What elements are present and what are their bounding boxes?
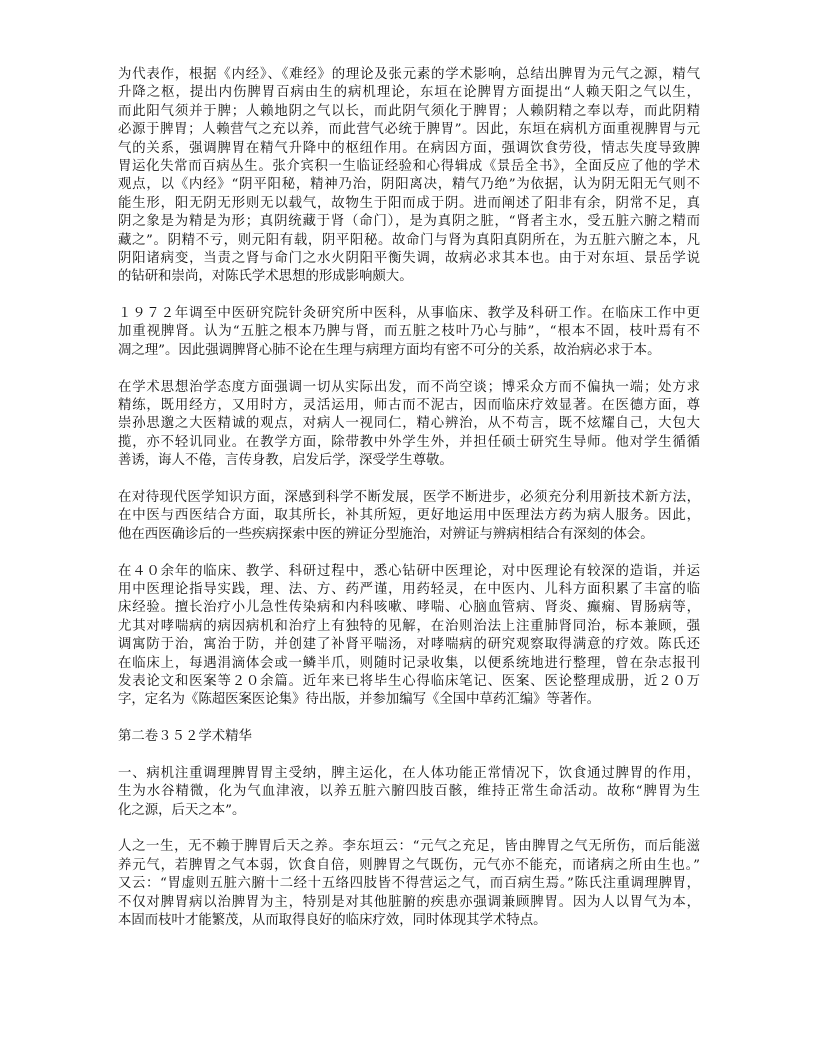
text-line: 阴之象是为精是为形；真阴统藏于肾（命门），是为真阴之脏，“肾者主水，受五脏六腑之精而 xyxy=(118,214,700,230)
text-line: 用中医理论指导实践，理、法、方、药严谨，用药轻灵，在中医内、儿科方面积累了丰富的临 xyxy=(118,581,700,597)
text-line: 在４０余年的临床、教学、科研过程中，悉心钻研中医理论，对中医理论有较深的造诣，并运 xyxy=(118,563,700,579)
section-heading xyxy=(118,728,700,746)
text-line: 第二卷３５２学术精华 xyxy=(118,729,252,745)
text-line: 调寓防于治，寓治于防，并创建了补肾平喘汤，对哮喘病的研究观察取得满意的疗效。陈氏还 xyxy=(118,637,700,653)
paragraph-modern-medicine xyxy=(118,489,700,544)
text-line: 凋之理”。因此强调脾肾心肺不论在生理与病理方面均有密不可分的关系，故治病必求于本。 xyxy=(118,342,661,358)
paragraph-academic-attitude xyxy=(118,379,700,471)
text-line: 加重视脾肾。认为“五脏之根本乃脾与肾，而五脏之枝叶乃心与肺”，“根本不固，枝叶焉有不 xyxy=(118,324,700,340)
text-line: 的钻研和崇尚，对陈氏学术思想的形成影响颇大。 xyxy=(118,269,413,285)
text-line: 床经验。擅长治疗小儿急性传染病和内科咳嗽、哮喘、心脑血管病、肾炎、癫痫、胃肠病等， xyxy=(118,600,700,616)
text-line: 在临床上，每遇涓滴体会或一鳞半爪，则随时记录收集，以便系统地进行整理，曾在杂志报刊 xyxy=(118,655,700,671)
text-line: 藏之”。阴精不亏，则元阳有载，阴平阳秘。故命门与肾为真阳真阴所在，为五脏六腑之本，凡 xyxy=(118,232,700,248)
paragraph-1972-career xyxy=(118,305,700,360)
paragraph-40-years-practice xyxy=(118,563,700,710)
text-line: 发表论文和医案等２０余篇。近年来已将毕生心得临床笔记、医案、医论整理成册，近２０万 xyxy=(118,673,700,689)
text-line: 能生形，阳无阴无形则无以载气，故物生于阳而成于阴。进而阐述了阳非有余，阴常不足，真 xyxy=(118,195,700,211)
text-line: 字，定名为《陈超医案医论集》待出版，并参加编写《全国中草药汇编》等著作。 xyxy=(118,692,601,708)
text-line: 尤其对哮喘病的病因病机和治疗上有独特的见解，在治则治法上注重肺肾同治，标本兼顾，强 xyxy=(118,618,700,634)
text-line: 而此阳气须并于脾；人赖地阴之气以长，而此阴气须化于脾胃；人赖阴精之奉以寿，而此阴精 xyxy=(118,103,700,119)
text-line: 在学术思想治学态度方面强调一切从实际出发，而不尚空谈；博采众方而不偏执一端；处方求 xyxy=(118,379,700,395)
text-line: 气的关系，强调脾胃在精气升降中的枢纽作用。在病因方面，强调饮食劳役，情志失度导致脾 xyxy=(118,140,700,156)
text-line: 本固而枝叶才能繁茂，从而取得良好的临床疗效，同时体现其学术特点。 xyxy=(118,912,547,928)
text-line: 升降之枢，提出内伤脾胃百病由生的病机理论，东垣在论脾胃方面提出“人赖天阳之气以生， xyxy=(118,85,700,101)
text-line: 一、病机注重调理脾胃胃主受纳，脾主运化，在人体功能正常情况下，饮食通过脾胃的作用， xyxy=(118,765,700,781)
text-line: 必源于脾胃；人赖营气之充以养，而此营气必统于脾胃”。因此，东垣在病机方面重视脾胃与元 xyxy=(118,122,700,138)
text-line: 为代表作，根据《内经》、《难经》的理论及张元素的学术影响，总结出脾胃为元气之源，精气 xyxy=(118,67,700,82)
text-line: 精练，既用经方，又用时方，灵活运用，师古而不泥古，因而临床疗效显著。在医德方面，尊 xyxy=(118,398,700,414)
text-line: １９７２年调至中医研究院针灸研究所中医科，从事临床、教学及科研工作。在临床工作中更 xyxy=(118,306,700,322)
text-line: 生为水谷精微，化为气血津液，以养五脏六腑四肢百骸，维持正常生命活动。故称“脾胃为生 xyxy=(118,784,700,800)
text-line: 人之一生，无不赖于脾胃后天之养。李东垣云：“元气之充足，皆由脾胃之气无所伤，而后能滋 xyxy=(118,839,700,855)
text-line: 养元气，若脾胃之气本弱，饮食自倍，则脾胃之气既伤，元气亦不能充，而诸病之所由生也。” xyxy=(118,857,700,873)
text-line: 阴阳诸病变，当责之肾与命门之水火阴阳平衡失调，故病必求其本也。由于对东垣、景岳学说 xyxy=(118,250,700,266)
text-line: 揽，亦不轻讥同业。在教学方面，除带教中外学生外，并担任硕士研究生导师。他对学生循循 xyxy=(118,434,700,450)
document-page xyxy=(118,66,700,949)
text-line: 在对待现代医学知识方面，深感到科学不断发展，医学不断进步，必须充分利用新技术新方法， xyxy=(118,489,700,505)
text-line: 胃运化失常而百病丛生。张介宾积一生临证经验和心得辑成《景岳全书》，全面反应了他的学术 xyxy=(118,158,700,174)
text-line: 又云：“胃虚则五脏六腑十二经十五络四肢皆不得营运之气，而百病生焉。”陈氏注重调理脾胃， xyxy=(118,876,700,892)
text-line: 观点，以《内经》“阴平阳秘，精神乃治，阴阳离决，精气乃绝”为依据，认为阴无阳无气则不 xyxy=(118,177,700,193)
text-line: 在中医与西医结合方面，取其所长，补其所短，更好地运用中医理法方药为病人服务。因此， xyxy=(118,508,700,524)
paragraph-li-dongyuan-quote xyxy=(118,838,700,930)
paragraph-influences xyxy=(118,66,700,287)
paragraph-spleen-stomach-theory xyxy=(118,765,700,820)
text-line: 化之源，后天之本”。 xyxy=(118,802,246,818)
text-line: 不仅对脾胃病以治脾胃为主，特别是对其他脏腑的疾患亦强调兼顾脾胃。因为人以胃气为本， xyxy=(118,894,700,910)
text-line: 善诱，诲人不倦，言传身教，启发后学，深受学生尊敬。 xyxy=(118,453,453,469)
text-line: 崇孙思邈之大医精诚的观点，对病人一视同仁，精心辨治，从不苟言，既不炫耀自己，大包大 xyxy=(118,416,700,432)
text-line: 他在西医确诊后的一些疾病探索中医的辨证分型施治，对辨证与辨病相结合有深刻的体会。 xyxy=(118,526,654,542)
